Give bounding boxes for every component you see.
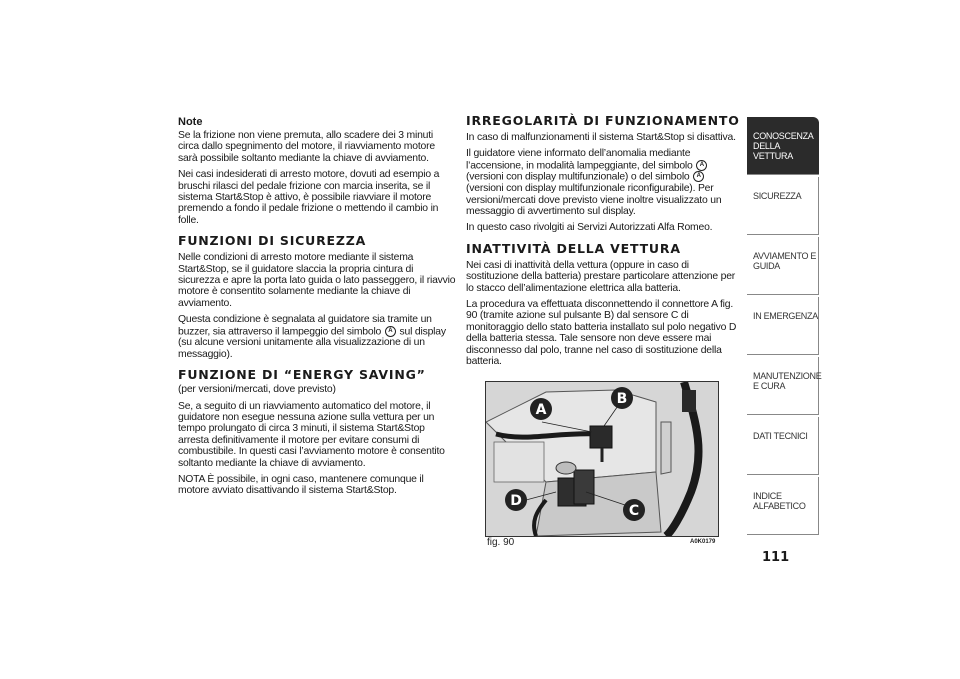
chapter-sidebar [747,117,822,537]
malfunction-paragraph-1: In caso di malfunzionamenti il sistema Start&Stop si disattiva. [466,132,736,143]
figure-caption: fig. 90 [487,537,515,548]
middle-column [466,112,744,372]
safety-text-a: Questa condizione è segnalata al guidatore sia tramite un buzzer, sia attraverso il lampeggio del simbolo [178,314,432,337]
callout-c [623,499,645,521]
malfunction-paragraph-2 [466,148,744,217]
energy-saving-subtitle: (per versioni/mercati, dove previsto) [178,384,336,396]
section-heading-energy-saving: FUNZIONE DI “ENERGY SAVING” [178,367,426,383]
tab-indice-alfabetico[interactable]: INDICE ALFABETICO [747,477,819,535]
start-stop-warning-icon: A [385,326,396,337]
battery-sensor-illustration [486,382,718,536]
figure-code: A0K0179 [690,539,716,545]
note-paragraph-1: Se la frizione non viene premuta, allo scadere dei 3 minuti circa dallo spegnimento del motore, il riavviamento motore sarà possibile soltanto mediante la chiave di avviamento. [178,130,435,164]
inactivity-paragraph-1: Nei casi di inattività della vettura (oppure in caso di sostituzione della batteria) prestare particolare attenzione per lo stacco dell’alimentazione elettrica alla batteria. [466,259,736,294]
tab-in-emergenza[interactable]: IN EMERGENZA [747,297,819,355]
callout-d [505,489,527,511]
note-title: Note [178,116,203,128]
left-column [178,112,456,502]
start-stop-fault-icon: A [696,160,707,171]
malfunction-text-b: (versioni con display multifunzionale) o del simbolo [466,171,690,183]
section-heading-safety: FUNZIONI DI SICUREZZA [178,233,367,249]
safety-paragraph-1: Nelle condizioni di arresto motore mediante il sistema Start&Stop, se il guidatore slaccia la propria cintura di sicurezza e apre la porta lato guida o lato passeggero, il riavvio motore è consentito solamente mediante la chiave di avviamento. [178,252,456,309]
malfunction-text-c: (versioni con display multifunzionale riconfigurabile). Per versioni/mercati dove previsto viene inoltre visualizzato un messaggio di avvertimento sul display. [466,183,722,217]
svg-text:D: D [510,493,522,509]
energy-saving-paragraph-1: Se, a seguito di un riavviamento automatico del motore, il guidatore non esegue nessuna azione sulla vettura per un tempo prolungato di circa 3 minuti, il sistema Start&Stop arresta definitivamente il motore per evitare consumi di combustibile. In questi casi l’avviamento motore è consentito soltanto mediante la chiave di avviamento. [178,400,445,469]
note-paragraph-2: Nei casi indesiderati di arresto motore, dovuti ad esempio a bruschi rilasci del pedale frizione con marcia inserita, se il sistema Start&Stop è attivo, è possibile riavviare il motore premendo a fondo il pedale frizione o mettendo il cambio in folle. [178,169,440,226]
callout-b [611,387,633,409]
energy-saving-paragraph-2: NOTA È possibile, in ogni caso, mantenere comunque il motore avviato disattivando il sistema Start&Stop. [178,474,424,497]
malfunction-paragraph-3: In questo caso rivolgiti ai Servizi Autorizzati Alfa Romeo. [466,222,713,234]
safety-paragraph-2 [178,314,456,360]
svg-text:A: A [535,402,547,418]
tab-manutenzione-e-cura[interactable]: MANUTENZIONE E CURA [747,357,819,415]
svg-text:C: C [628,503,640,519]
tab-avviamento-e-guida[interactable]: AVVIAMENTO E GUIDA [747,237,819,295]
malfunction-text-a: Il guidatore viene informato dell’anomalia mediante l’accensione, in modalità lampeggiante, del simbolo [466,148,693,172]
tab-conoscenza-della-vettura[interactable]: CONOSCENZA DELLA VETTURA [747,117,819,175]
section-heading-malfunction: IRREGOLARITÀ DI FUNZIONAMENTO [466,113,740,128]
battery-sensor-figure [485,381,719,537]
section-heading-inactivity: INATTIVITÀ DELLA VETTURA [466,240,681,256]
callout-a [530,398,552,420]
tab-dati-tecnici[interactable]: DATI TECNICI [747,417,819,475]
tab-sicurezza[interactable]: SICUREZZA [747,177,819,235]
page-number: 111 [762,550,790,565]
inactivity-paragraph-2: La procedura va effettuata disconnettendo il connettore A fig. 90 (tramite azione sul pulsante B) dal sensore C di monitoraggio dello stato batteria installato sul polo negativo D della batteria stessa. Tale sensore non deve essere mai disconnesso dal polo, tranne nel caso di sostituzione della batteria. [466,298,737,367]
safety-text-b: sul display (su alcune versioni unitamente alla visualizzazione di un messaggio). [178,325,446,360]
start-stop-fault-icon-alt: A [693,171,704,182]
svg-text:B: B [616,391,628,407]
